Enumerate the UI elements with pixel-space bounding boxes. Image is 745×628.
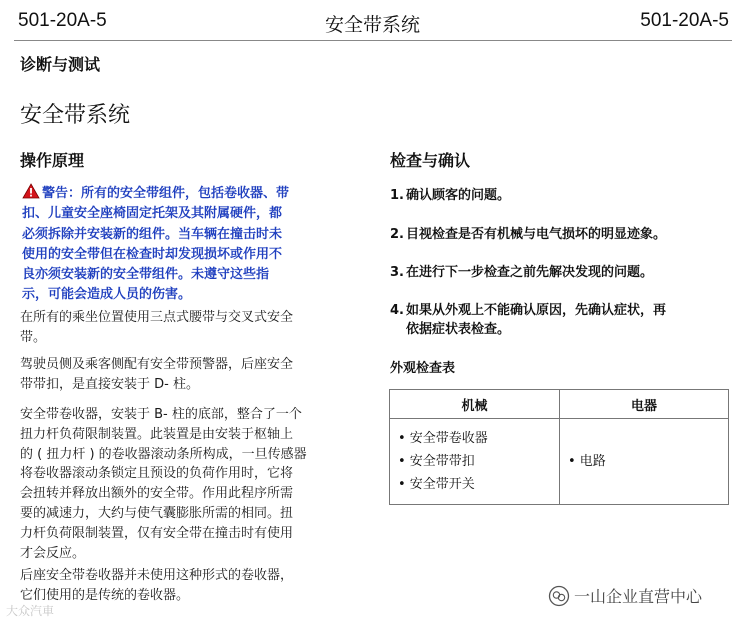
watermark-left: 大众汽車	[6, 604, 55, 618]
doc-header-title: 安全带系统	[324, 15, 420, 36]
doc-code-left: 501-20A-5	[18, 10, 107, 31]
warning-line: 示，可能会造成人员的伤害。	[22, 287, 192, 303]
doc-code-right: 501-20A-5	[640, 10, 729, 31]
step-item: 3. 在进行下一步检查之前先解决发现的问题。	[390, 265, 654, 280]
step-item: 1. 确认顾客的问题。	[390, 188, 511, 203]
watermark-right: 一山企业直营中心	[548, 584, 702, 607]
warning-line: 必须拆除并安装新的组件。当车辆在撞击时未	[22, 226, 283, 242]
column-header-electrical: 电器	[560, 390, 729, 419]
step-item: 4. 如果从外观上不能确认原因，先确认症状，再 依据症状表检查。	[390, 303, 667, 338]
inspection-heading: 检查与确认	[390, 151, 471, 170]
warning-triangle-icon	[22, 183, 40, 199]
list-item: • 安全带带扣	[398, 454, 475, 469]
paragraph-rear-retractor: 后座安全带卷收器并未使用这种形式的卷收器， 它们使用的是传统的卷收器。	[20, 568, 294, 603]
warning-line: 警告：所有的安全带组件，包括卷收器、带	[22, 183, 362, 204]
list-item: • 安全带卷收器	[398, 431, 488, 446]
column-header-mechanical: 机械	[390, 390, 560, 419]
warning-block	[22, 183, 362, 306]
operation-principle-heading: 操作原理	[20, 151, 85, 170]
header-divider	[14, 40, 732, 41]
electrical-items-cell	[560, 419, 729, 505]
visual-inspection-table-title: 外观检查表	[390, 361, 456, 376]
paragraph-retractor: 安全带卷收器，安装于 B- 柱的底部，整合了一个 扭力杆负荷限制装置。此装置是由安装于枢轴上 的 ( 扭力杆 ) 的卷收器滚动条所构成，一旦传感器 将卷收器滚动条锁定且预设的负荷作用时，它将 会扭转并释放出额外的安全带。作用此程序所需 要的减速力，大约与使气囊膨胀所需的相同。扭 力杆负荷限制装置，仅有安全带在撞击时有使用 才会反应。	[20, 407, 307, 561]
section-label: 诊断与测试	[20, 55, 101, 74]
page-title: 安全带系统	[20, 103, 131, 128]
visual-inspection-table	[389, 389, 729, 505]
list-item: • 安全带开关	[398, 477, 475, 492]
paragraph-pretensioner: 驾驶员侧及乘客侧配有安全带预警器，后座安全 带带扣，是直接安装于 D- 柱。	[20, 357, 294, 392]
step-item: 2. 目视检查是否有机械与电气损坏的明显迹象。	[390, 227, 667, 242]
warning-line: 扣、儿童安全座椅固定托架及其附属硬件，都	[22, 206, 283, 222]
warning-line: 良亦须安装新的安全带组件。未遵守这些指	[22, 267, 270, 283]
list-item: • 电路	[568, 454, 606, 469]
wechat-icon	[548, 585, 570, 607]
warning-line: 使用的安全带但在检查时却发现损坏或作用不	[22, 246, 283, 262]
mechanical-items-cell	[390, 419, 560, 505]
paragraph-seatbelt-type: 在所有的乘坐位置使用三点式腰带与交叉式安全 带。	[20, 310, 294, 345]
